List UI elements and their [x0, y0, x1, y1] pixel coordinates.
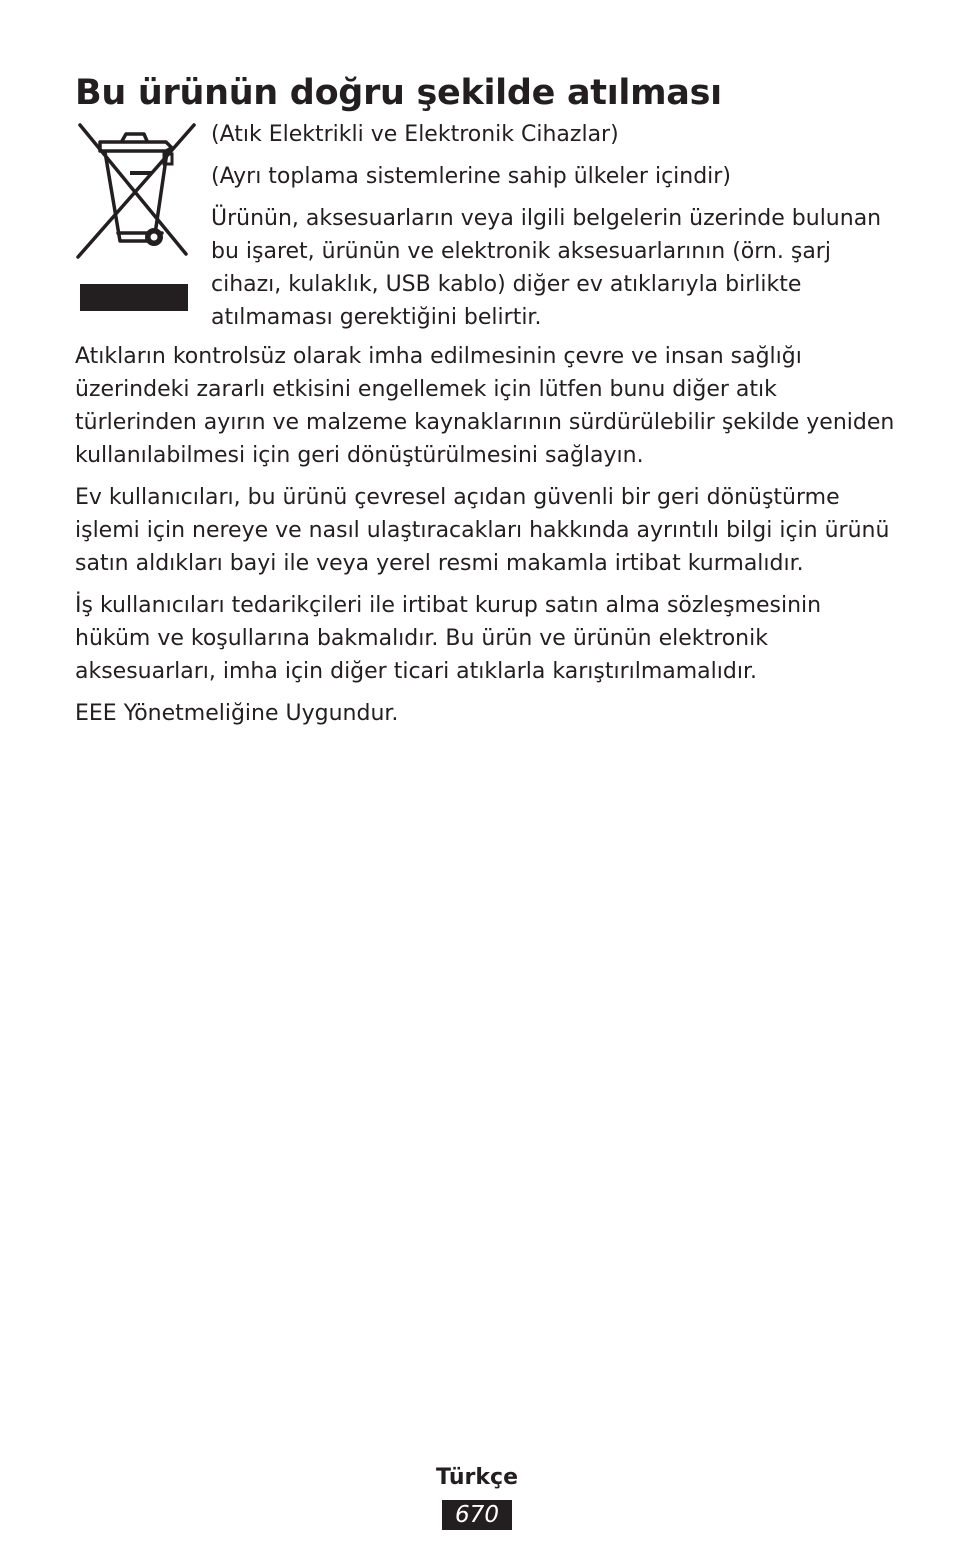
body-paragraph: Ev kullanıcıları, bu ürünü çevresel açıdan güvenli bir geri dönüştürme işlemi için nereye ve nasıl ulaştıracakları hakkında ayrıntılı bilgi için ürünü satın aldıkları bayi ile veya yerel resmi makamla irtibat kurmalıdır.	[75, 485, 890, 576]
intro-line: (Ayrı toplama sistemlerine sahip ülkeler içindir)	[211, 164, 731, 189]
body-text	[75, 340, 901, 739]
footer-language: Türkçe	[435, 1465, 519, 1490]
page-number: 670	[442, 1500, 512, 1530]
page-footer	[0, 1462, 954, 1530]
crossed-out-wheelie-bin-icon	[74, 121, 196, 315]
page-title: Bu ürünün doğru şekilde atılması	[75, 73, 722, 113]
intro-paragraph: Ürünün, aksesuarların veya ilgili belgelerin üzerinde bulunan bu işaret, ürünün ve elektronik aksesuarlarının (örn. şarj cihazı, kulaklık, USB kablo) diğer ev atıklarıyla birlikte atılmaması gerektiğini belirtir.	[211, 206, 882, 330]
intro-block	[211, 118, 901, 343]
body-paragraph: EEE Yönetmeliğine Uygundur.	[75, 701, 399, 726]
body-paragraph: İş kullanıcıları tedarikçileri ile irtibat kurup satın alma sözleşmesinin hüküm ve koşullarına bakmalıdır. Bu ürün ve ürünün elektronik aksesuarları, imha için diğer ticari atıklarla karıştırılmamalıdır.	[75, 593, 822, 684]
body-paragraph: Atıkların kontrolsüz olarak imha edilmesinin çevre ve insan sağlığı üzerindeki zararlı etkisini engellemek için lütfen bunu diğer atık türlerinden ayırın ve malzeme kaynaklarının sürdürülebilir şekilde yeniden kullanılabilmesi için geri dönüştürülmesini sağlayın.	[75, 344, 895, 468]
intro-line: (Atık Elektrikli ve Elektronik Cihazlar)	[211, 122, 619, 147]
